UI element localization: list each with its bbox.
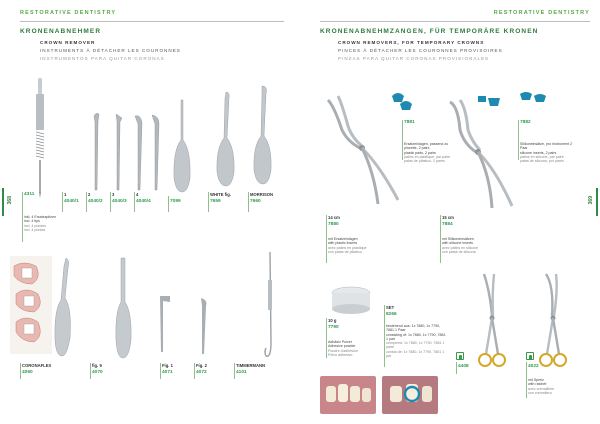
coronaflex-illustration xyxy=(10,256,52,354)
item-desc-7881: Ersatzeinlagen, passend zu pinzette, 2 pairs plastic pads, 2 pairs patins en plastique, par paire patas de plástico, 2 pares xyxy=(404,142,451,164)
subtitle-es-right: PINZAS PARA QUITAR CORONAS PROVISIONALES xyxy=(338,56,490,61)
crown-remover-4071-image xyxy=(158,296,174,356)
item-code-4070: 4070 xyxy=(92,370,103,375)
page-number-left: 368 xyxy=(7,196,13,205)
running-head-right: RESTORATIVE DENTISTRY xyxy=(493,10,590,16)
item-code-7099: 7099 xyxy=(170,199,181,204)
item-code-7659: 7659 xyxy=(210,199,221,204)
pliers-7880-image xyxy=(318,96,404,206)
coronaflex-instrument-image xyxy=(52,258,74,360)
item-code-8266: 8266 xyxy=(386,312,397,317)
subtitle-es-left: INSTRUMENTOS PARA QUITAR CORONAS xyxy=(40,56,165,61)
running-head-left: RESTORATIVE DENTISTRY xyxy=(20,10,117,16)
item-code-7660: 7660 xyxy=(250,199,261,204)
crown-remover-spring-image xyxy=(30,78,52,198)
clinical-photo-1 xyxy=(320,376,376,414)
item-desc-7882: Silikoneinsätze, pro Instrument 2 Paar silicone inserts, 2 pairs patins en silicone, par paire patas de silicona, por pares xyxy=(520,142,573,164)
item-code-4040-2: 4040/2 xyxy=(88,199,103,204)
item-code-4060: 4060 xyxy=(22,370,33,375)
crown-remover-7099-image xyxy=(172,100,192,194)
page-number-right: 369 xyxy=(588,196,594,205)
item-code-4101: 4101 xyxy=(236,370,247,375)
subtitle-fr-right: PINCES À DÉTACHER LES COURONNES PROVISOIRES xyxy=(338,48,503,53)
crown-remover-2-image xyxy=(114,112,126,192)
pliers-4022-image xyxy=(536,272,566,372)
left-page: RESTORATIVE DENTISTRY KRONENABNEHMER CROWN REMOVER INSTRUMENTS À DÉTACHER LES COURONNES INSTRUMENTOS PARA QUITAR CORONAS 368 4311 inkl. 4 Ersatzspitzen incl. 4 tips incl. 4 pointes incl. 4 puntas 1 4040/1 2 4040/2 3 4040/3 4 4040/4 7099 WHITE fig. 7659 MORRISON 7660 CORONAFLEX 4060 fig. 9 4070 Fig. 1 4071 Fig. 2 4072 TIMMERMANN 4101 xyxy=(0,0,300,424)
timmermann-instrument-image xyxy=(262,252,276,360)
item-code-4040-4: 4040/4 xyxy=(136,199,151,204)
item-code-4408: 4408 xyxy=(458,364,469,369)
section-title-right: KRONENABNEHMZANGEN, FÜR TEMPORÄRE KRONEN xyxy=(320,28,539,35)
subtitle-fr-left: INSTRUMENTS À DÉTACHER LES COURONNES xyxy=(40,48,181,53)
subtitle-en-right: CROWN REMOVERS, FOR TEMPORARY CROWNS xyxy=(338,40,485,45)
item-code-4040-3: 4040/3 xyxy=(112,199,127,204)
subtitle-en-left: CROWN REMOVER xyxy=(40,40,96,45)
item-code-4311: 4311 xyxy=(24,192,35,197)
item-code-4022: 4022 xyxy=(528,364,539,369)
item-desc-7790: Adhäsiv Pulver Adhesive powder Poudre d'adhésion Polvo adhesivo xyxy=(328,340,358,357)
item-desc-7880: mit Ersatzeinlagen with plastic inserts avec patins en plastique con patas de plástico xyxy=(328,237,367,254)
header-rule-left xyxy=(20,21,284,22)
item-desc-4311: inkl. 4 Ersatzspitzen incl. 4 tips incl. 4 pointes incl. 4 puntas xyxy=(24,215,56,232)
item-code-7884: 7884 xyxy=(442,222,453,227)
item-desc-7884: mit Silikoneinsätzen with silicone inserts avec patins en silicone con patas de silicona xyxy=(442,237,479,254)
sterilizable-icon-2 xyxy=(526,352,534,360)
item-code-7790: 7790 xyxy=(328,325,339,330)
crown-remover-1-image xyxy=(92,112,104,192)
item-desc-4022: mit Spreiz with ratchet avec crémaillère con cremallera xyxy=(528,378,555,395)
item-code-4071: 4071 xyxy=(162,370,173,375)
page-tab-left xyxy=(2,188,4,216)
pliers-4408-image xyxy=(476,272,506,372)
page-tab-right xyxy=(596,188,598,216)
item-desc-8266: bestehend aus: 1x 7880, 1x 7790, 7881 1 Paar consisting of: 1x 7880, 1x 7790, 7881 1 pair comprend: 1x 7880, 1x 7790, 7881 1 paire consta de: 1x 7880, 1x 7790, 7881 1 par xyxy=(386,324,446,359)
item-code-4072: 4072 xyxy=(196,370,207,375)
item-code-7881: 7881 xyxy=(404,120,415,125)
item-code-7880: 7880 xyxy=(328,222,339,227)
pliers-7884-image xyxy=(446,98,526,210)
crown-remover-4072-image xyxy=(196,298,210,356)
clinical-photo-2 xyxy=(382,376,438,414)
adhesive-powder-jar-image xyxy=(330,285,372,315)
crown-remover-4070-image xyxy=(114,258,134,362)
section-title-left: KRONENABNEHMER xyxy=(20,28,102,35)
header-rule-right xyxy=(320,21,590,22)
crown-remover-4-image xyxy=(150,114,164,192)
item-code-7882: 7882 xyxy=(520,120,531,125)
crown-remover-7659-image xyxy=(214,92,236,190)
crown-remover-7660-image xyxy=(252,86,274,190)
right-page: RESTORATIVE DENTISTRY KRONENABNEHMZANGEN, FÜR TEMPORÄRE KRONEN CROWN REMOVERS, FOR TEMPORARY CROWNS PINCES À DÉTACHER LES COURONNES PROVISOIRES PINZAS PARA QUITAR CORONAS PROVISIONALES 369 7881 Ersatzeinlagen, passend zu pinzette, 2 pairs plastic pads, 2 pairs patins en plastique, par paire patas de plástico, 2 pares 14 cm 7880 mit Ersatzeinlagen with plastic inserts avec patins en plastique con patas de plástico 7882 Silikoneinsätze, pro Instrument 2 Paar silicone inserts, 2 pairs patins en silicone, par paire patas de silicona, por pares 15 cm 7884 mit Silikoneinsätzen with silicone inserts avec patins en silicone con patas de silicona 10 g 7790 Adhäsiv Pulver Adhesive powder Poudre d'adhésion Polvo adhesivo SET 8266 bestehend aus: 1x 7880, 1x 7790, 7881 1 Paar consisting of: 1x 7880, 1x 7790, 7881 1 pair comprend: 1x 7880, 1x 7790, 7881 1 paire consta de: 1x 7880, 1x 7790, 7881 1 par 4408 4022 mit Spreiz with ratchet avec crémaillère con cremallera xyxy=(300,0,600,424)
sterilizable-icon xyxy=(456,352,464,360)
item-code-4040-1: 4040/1 xyxy=(64,199,79,204)
crown-remover-3-image xyxy=(134,114,148,192)
